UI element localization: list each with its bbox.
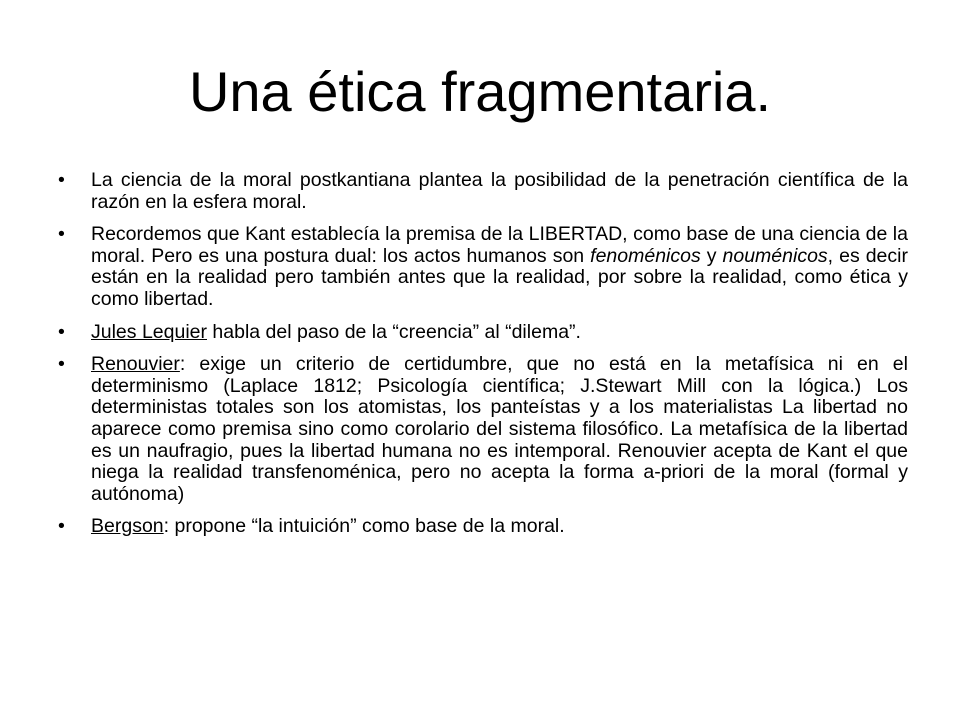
bullet-icon: • (58, 223, 65, 246)
bullet-icon: • (58, 320, 65, 343)
italic-term: fenoménicos (590, 244, 701, 267)
philosopher-name: Renouvier (91, 353, 180, 376)
bullet-text: La ciencia de la moral postkantiana plantea la posibilidad de la penetración científica de la razón en la esfera moral. (91, 169, 908, 213)
bullet-text: : propone “la intuición” como base de la moral. (163, 515, 565, 538)
bullet-text: Recordemos que Kant establecía la premisa de la LIBERTAD, como base de una ciencia de la moral. Pero es una postura dual: los actos humanos son (91, 223, 908, 267)
bullet-text: habla del paso de la “creencia” al “dilema”. (207, 320, 581, 343)
bullet-icon: • (58, 169, 65, 191)
bullet-item (58, 224, 908, 310)
bullet-item (58, 516, 908, 538)
bullet-text: , es decir están en la realidad pero también antes que la realidad, por sobre la realidad, como ética y como libertad. (91, 244, 908, 310)
bullet-icon: • (58, 353, 65, 376)
italic-term: nouménicos (722, 244, 828, 267)
bullet-item (58, 322, 908, 344)
philosopher-name: Bergson (91, 515, 164, 538)
bullet-text: y (700, 244, 723, 267)
bullet-item (58, 354, 908, 505)
philosopher-name: Jules Lequier (91, 320, 207, 343)
bullet-list (58, 170, 908, 549)
bullet-text: : exige un criterio de certidumbre, que no está en la metafísica ni en el determinismo (Laplace 1812; Psicología científica; J.Stewart Mill con la lógica.) Los deterministas totales son los atomistas, los panteístas y a los materialistas La libertad no aparece como premisa sino como corolario del sistema filosófico. La metafísica de la libertad es un naufragio, pues la libertad humana no es intemporal. Renouvier acepta de Kant el que niega la realidad transfenoménica, pero no acepta la forma a-priori de la moral (formal y autónoma) (91, 353, 908, 505)
slide-title: Una ética fragmentaria. (188, 60, 772, 123)
bullet-icon: • (58, 515, 65, 538)
bullet-item (58, 170, 908, 213)
